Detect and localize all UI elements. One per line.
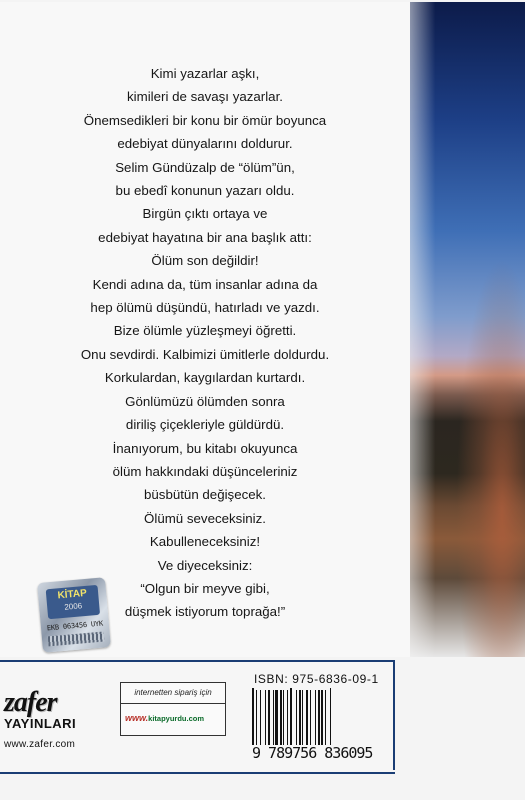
text-line: Selim Gündüzalp de “ölüm”ün, [115, 159, 295, 175]
order-box-divider [121, 703, 225, 704]
publisher-block [4, 687, 104, 750]
text-line: büsbütün değişecek. [144, 487, 266, 503]
order-domain: kitapyurdu.com [148, 714, 205, 723]
text-line: düşmek istiyorum toprağa!” [124, 604, 286, 620]
text-line: Birgün çıktı ortaya ve [142, 206, 268, 222]
text-line: diriliş çiçekleriyle güldürdü. [125, 417, 285, 433]
text-line: Kendi adına da, tüm insanlar adına da [92, 276, 318, 292]
barcode-bar [280, 690, 282, 745]
text-line: İnanıyorum, bu kitabı okuyunca [112, 440, 298, 456]
publisher-subtitle: YAYINLARI [4, 716, 77, 731]
text-line: “Olgun bir meyve gibi, [140, 580, 270, 596]
barcode-bar [260, 690, 261, 745]
barcode-bar [283, 690, 284, 745]
isbn-barcode [252, 688, 382, 745]
barcode-bar [321, 690, 323, 745]
text-line: Ölümü seveceksiniz. [144, 510, 266, 526]
text-line: hep ölümü düşündü, hatırladı ve yazdı. [90, 300, 320, 316]
isbn-label: ISBN: 975-6836-09-1 [254, 672, 379, 686]
order-www: www. [125, 713, 149, 723]
sticker-logo: KİTAP [57, 587, 88, 602]
online-order-box [120, 682, 226, 736]
text-line: Bize ölümle yüzleşmeyi öğretti. [113, 323, 297, 339]
text-line: Korkulardan, kaygılardan kurtardı. [104, 370, 306, 386]
sticker-year: 2006 [63, 601, 83, 612]
barcode-bar [315, 690, 316, 745]
sticker-code: EKB 063456 UYK [46, 619, 104, 633]
barcode-bar [268, 690, 270, 745]
barcode-bar [252, 688, 254, 745]
publisher-website: www.zafer.com [4, 739, 76, 750]
text-line: Önemsedikleri bir konu bir ömür boyunca [83, 112, 327, 128]
barcode-number: 9 789756 836095 [252, 744, 373, 762]
text-line: bu ebedî konunun yazarı oldu. [115, 183, 295, 199]
barcode-bar [296, 690, 297, 745]
text-line: edebiyat hayatına bir ana başlık attı: [98, 229, 312, 245]
barcode-bar [330, 688, 331, 745]
barcode-bar [290, 688, 292, 745]
barcode-bar [306, 690, 308, 745]
text-line: Ve diyeceksiniz: [157, 557, 253, 573]
text-panel [0, 2, 410, 657]
barcode-bar [299, 690, 301, 745]
publisher-logo: zafer [4, 687, 57, 718]
sticker-hologram-strip [48, 631, 105, 646]
barcode-bar [310, 690, 311, 745]
sunset-landscape-photo [410, 2, 525, 657]
back-cover-text [0, 62, 410, 624]
text-line: edebiyat dünyalarını doldurur. [117, 136, 293, 152]
text-line: Onu sevdirdi. Kalbimizi ümitlerle doldurdu. [80, 346, 330, 362]
barcode-bar [325, 690, 326, 745]
barcode-bar [275, 690, 278, 745]
barcode-bar [302, 690, 303, 745]
banderol-sticker [37, 577, 111, 653]
barcode-bar [273, 690, 274, 745]
order-box-url[interactable] [125, 713, 221, 723]
text-line: ölüm hakkındaki düşünceleriniz [112, 463, 298, 479]
text-line: Gönlümüzü ölümden sonra [125, 393, 285, 409]
barcode-bar [256, 690, 257, 745]
text-line: Ölüm son değildir! [151, 253, 259, 269]
text-line: Kimi yazarlar aşkı, [150, 66, 260, 81]
barcode-bar [287, 690, 288, 745]
barcode-bar [318, 690, 320, 745]
text-line: kimileri de savaşı yazarlar. [127, 89, 283, 105]
order-box-label: internetten sipariş için [134, 688, 212, 697]
text-line: Kabulleneceksiniz! [149, 534, 261, 550]
barcode-bar [265, 690, 266, 745]
